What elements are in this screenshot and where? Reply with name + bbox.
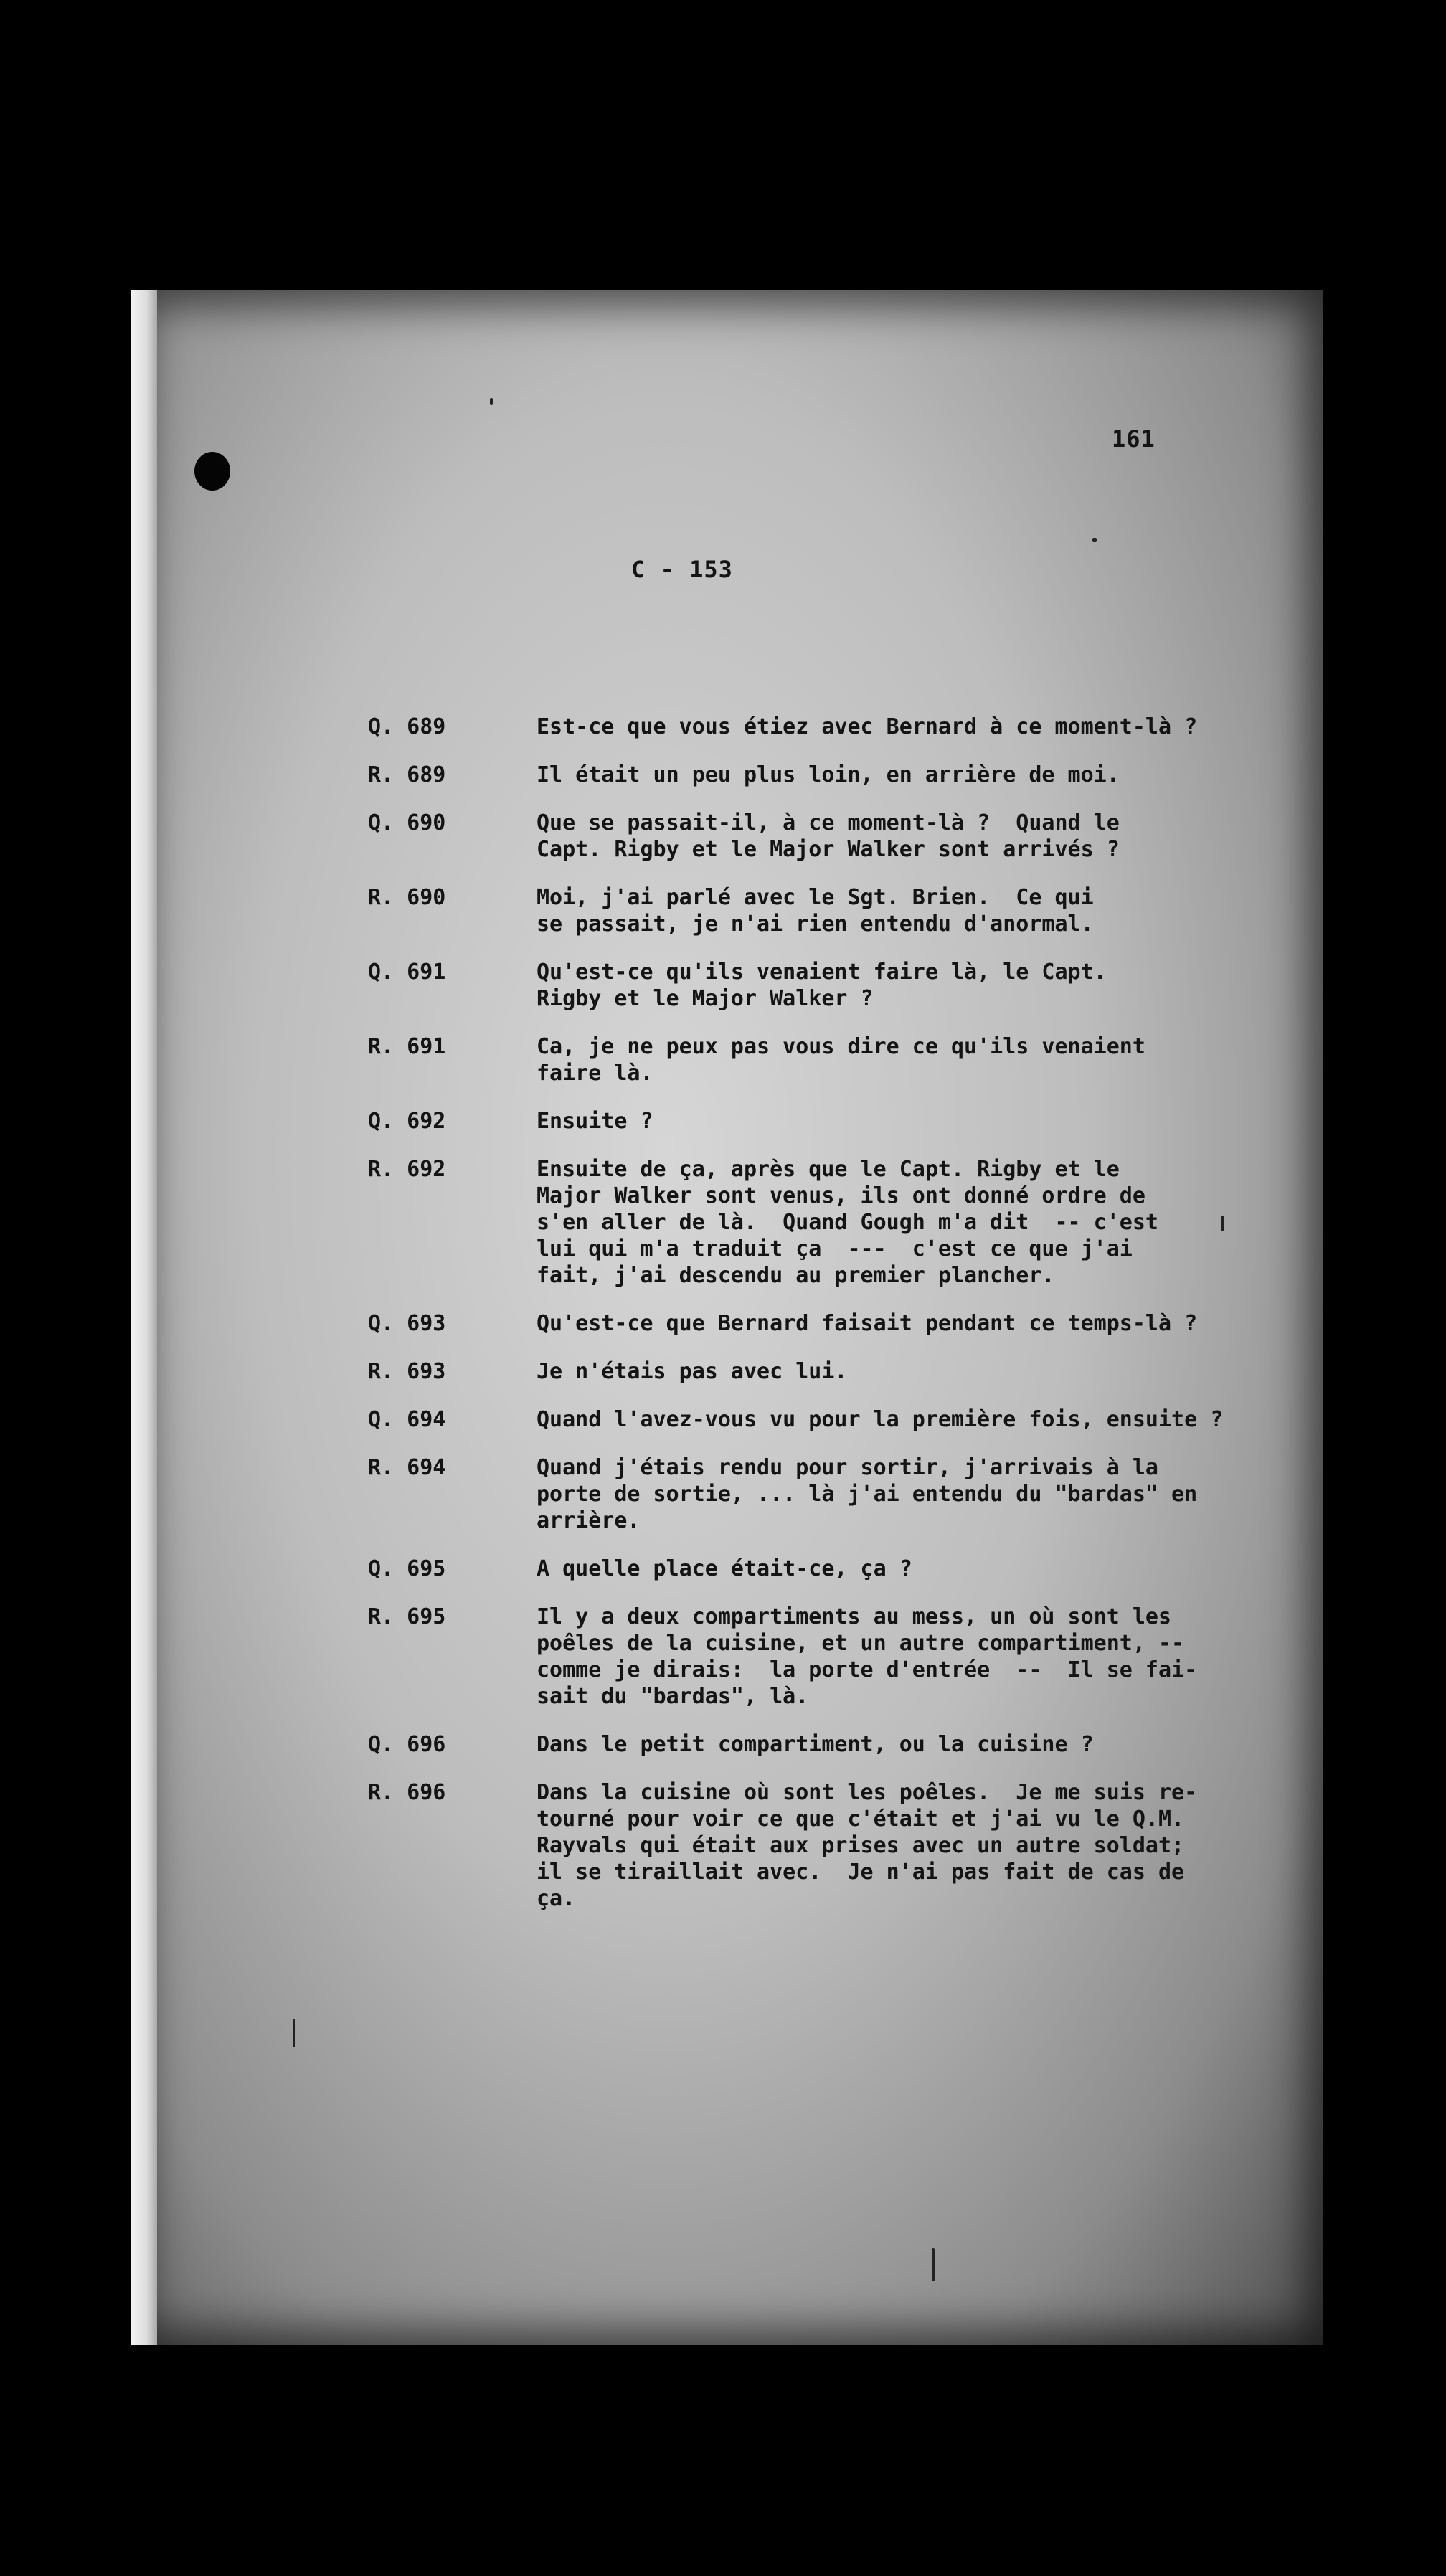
- page-edge: [131, 290, 157, 2345]
- entry-line: Qu'est-ce que Bernard faisait pendant ce temps-là ?: [537, 1311, 1198, 1336]
- entry-line: il se tiraillait avec. Je n'ai pas fait de cas de: [537, 1860, 1185, 1885]
- entry-line: Quand j'étais rendu pour sortir, j'arrivais à la: [537, 1455, 1158, 1480]
- question-entry: [368, 1731, 1300, 1758]
- entry-text: [537, 1033, 1300, 1086]
- entry-text: [537, 1731, 1300, 1758]
- entry-label: R. 694: [368, 1455, 446, 1480]
- entry-text: [537, 1604, 1300, 1710]
- answer-entry: [368, 1033, 1300, 1086]
- entry-line: s'en aller de là. Quand Gough m'a dit -- c'est: [537, 1210, 1158, 1235]
- entry-text: [537, 1310, 1300, 1337]
- answer-entry: [368, 1779, 1300, 1912]
- entry-line: Ensuite ?: [537, 1109, 653, 1134]
- entry-line: Capt. Rigby et le Major Walker sont arrivés ?: [537, 837, 1120, 862]
- entry-label: Q. 690: [368, 810, 446, 835]
- entry-text: [537, 810, 1300, 863]
- entry-line: A quelle place était-ce, ça ?: [537, 1556, 912, 1581]
- entry-line: ça.: [537, 1886, 576, 1911]
- question-entry: [368, 1406, 1300, 1433]
- entry-label: Q. 692: [368, 1109, 446, 1134]
- entry-line: Dans le petit compartiment, ou la cuisine ?: [537, 1732, 1094, 1757]
- entry-text: [537, 1358, 1300, 1385]
- entry-line: Est-ce que vous étiez avec Bernard à ce moment-là ?: [537, 714, 1198, 739]
- entry-line: Il y a deux compartiments au mess, un où sont les: [537, 1604, 1172, 1629]
- question-entry: [368, 1108, 1300, 1135]
- entry-line: Il était un peu plus loin, en arrière de moi.: [537, 762, 1120, 787]
- speck: [1092, 538, 1097, 542]
- answer-entry: [368, 1604, 1300, 1710]
- entry-line: Je n'étais pas avec lui.: [537, 1359, 848, 1384]
- punch-hole: [194, 452, 230, 491]
- speck: [293, 2019, 295, 2047]
- entry-label: R. 696: [368, 1780, 446, 1805]
- entry-line: Rayvals qui était aux prises avec un autre soldat;: [537, 1833, 1185, 1858]
- entry-label: R. 695: [368, 1604, 446, 1629]
- question-entry: [368, 959, 1300, 1012]
- entry-label: R. 691: [368, 1034, 446, 1059]
- entry-label: Q. 694: [368, 1407, 446, 1432]
- entry-line: tourné pour voir ce que c'était et j'ai vu le Q.M.: [537, 1806, 1185, 1832]
- entry-line: arrière.: [537, 1508, 641, 1533]
- speck: [1221, 1216, 1224, 1231]
- entry-line: comme je dirais: la porte d'entrée -- Il se fai-: [537, 1657, 1198, 1682]
- entry-text: [537, 1555, 1300, 1582]
- page-number: 161: [1112, 425, 1156, 453]
- entry-text: [537, 1156, 1300, 1289]
- entry-label: Q. 695: [368, 1556, 446, 1581]
- question-entry: [368, 714, 1300, 740]
- entry-text: [537, 714, 1300, 740]
- answer-entry: [368, 1358, 1300, 1385]
- entry-label: R. 690: [368, 885, 446, 910]
- entry-text: [537, 884, 1300, 937]
- entry-text: [537, 1108, 1300, 1135]
- entry-line: Quand l'avez-vous vu pour la première fois, ensuite ?: [537, 1407, 1224, 1432]
- entry-line: Major Walker sont venus, ils ont donné ordre de: [537, 1183, 1145, 1208]
- entry-label: R. 693: [368, 1359, 446, 1384]
- answer-entry: [368, 884, 1300, 937]
- entry-line: Que se passait-il, à ce moment-là ? Quand le: [537, 810, 1120, 835]
- entry-label: Q. 691: [368, 960, 446, 985]
- entry-line: poêles de la cuisine, et un autre compartiment, --: [537, 1631, 1185, 1656]
- question-entry: [368, 810, 1300, 863]
- entry-line: sait du "bardas", là.: [537, 1684, 809, 1709]
- entry-line: Ensuite de ça, après que le Capt. Rigby et le: [537, 1157, 1120, 1182]
- entry-line: Dans la cuisine où sont les poêles. Je me suis re-: [537, 1780, 1198, 1805]
- entry-line: Qu'est-ce qu'ils venaient faire là, le Capt.: [537, 960, 1107, 985]
- entry-line: porte de sortie, ... là j'ai entendu du "bardas" en: [537, 1482, 1198, 1507]
- entry-text: [537, 959, 1300, 1012]
- entry-label: Q. 696: [368, 1732, 446, 1757]
- question-entry: [368, 1310, 1300, 1337]
- entry-label: Q. 693: [368, 1311, 446, 1336]
- answer-entry: [368, 762, 1300, 788]
- entry-line: faire là.: [537, 1061, 653, 1086]
- speck: [932, 2248, 935, 2281]
- entry-line: Ca, je ne peux pas vous dire ce qu'ils venaient: [537, 1034, 1145, 1059]
- entry-line: fait, j'ai descendu au premier plancher.: [537, 1263, 1055, 1288]
- document-page: [131, 290, 1323, 2345]
- entry-text: [537, 1779, 1300, 1912]
- entry-line: Rigby et le Major Walker ?: [537, 986, 874, 1011]
- answer-entry: [368, 1156, 1300, 1289]
- entry-text: [537, 762, 1300, 788]
- answer-entry: [368, 1454, 1300, 1534]
- entry-label: Q. 689: [368, 714, 446, 739]
- entry-line: se passait, je n'ai rien entendu d'anormal.: [537, 911, 1094, 937]
- entry-line: Moi, j'ai parlé avec le Sgt. Brien. Ce qui: [537, 885, 1094, 910]
- reference-header: C - 153: [631, 556, 733, 583]
- speck: [490, 398, 493, 405]
- entry-line: lui qui m'a traduit ça --- c'est ce que j'ai: [537, 1236, 1133, 1261]
- entry-text: [537, 1454, 1300, 1534]
- entry-text: [537, 1406, 1300, 1433]
- entry-label: R. 689: [368, 762, 446, 787]
- entry-label: R. 692: [368, 1157, 446, 1182]
- testimony-entries: [368, 714, 1300, 1933]
- question-entry: [368, 1555, 1300, 1582]
